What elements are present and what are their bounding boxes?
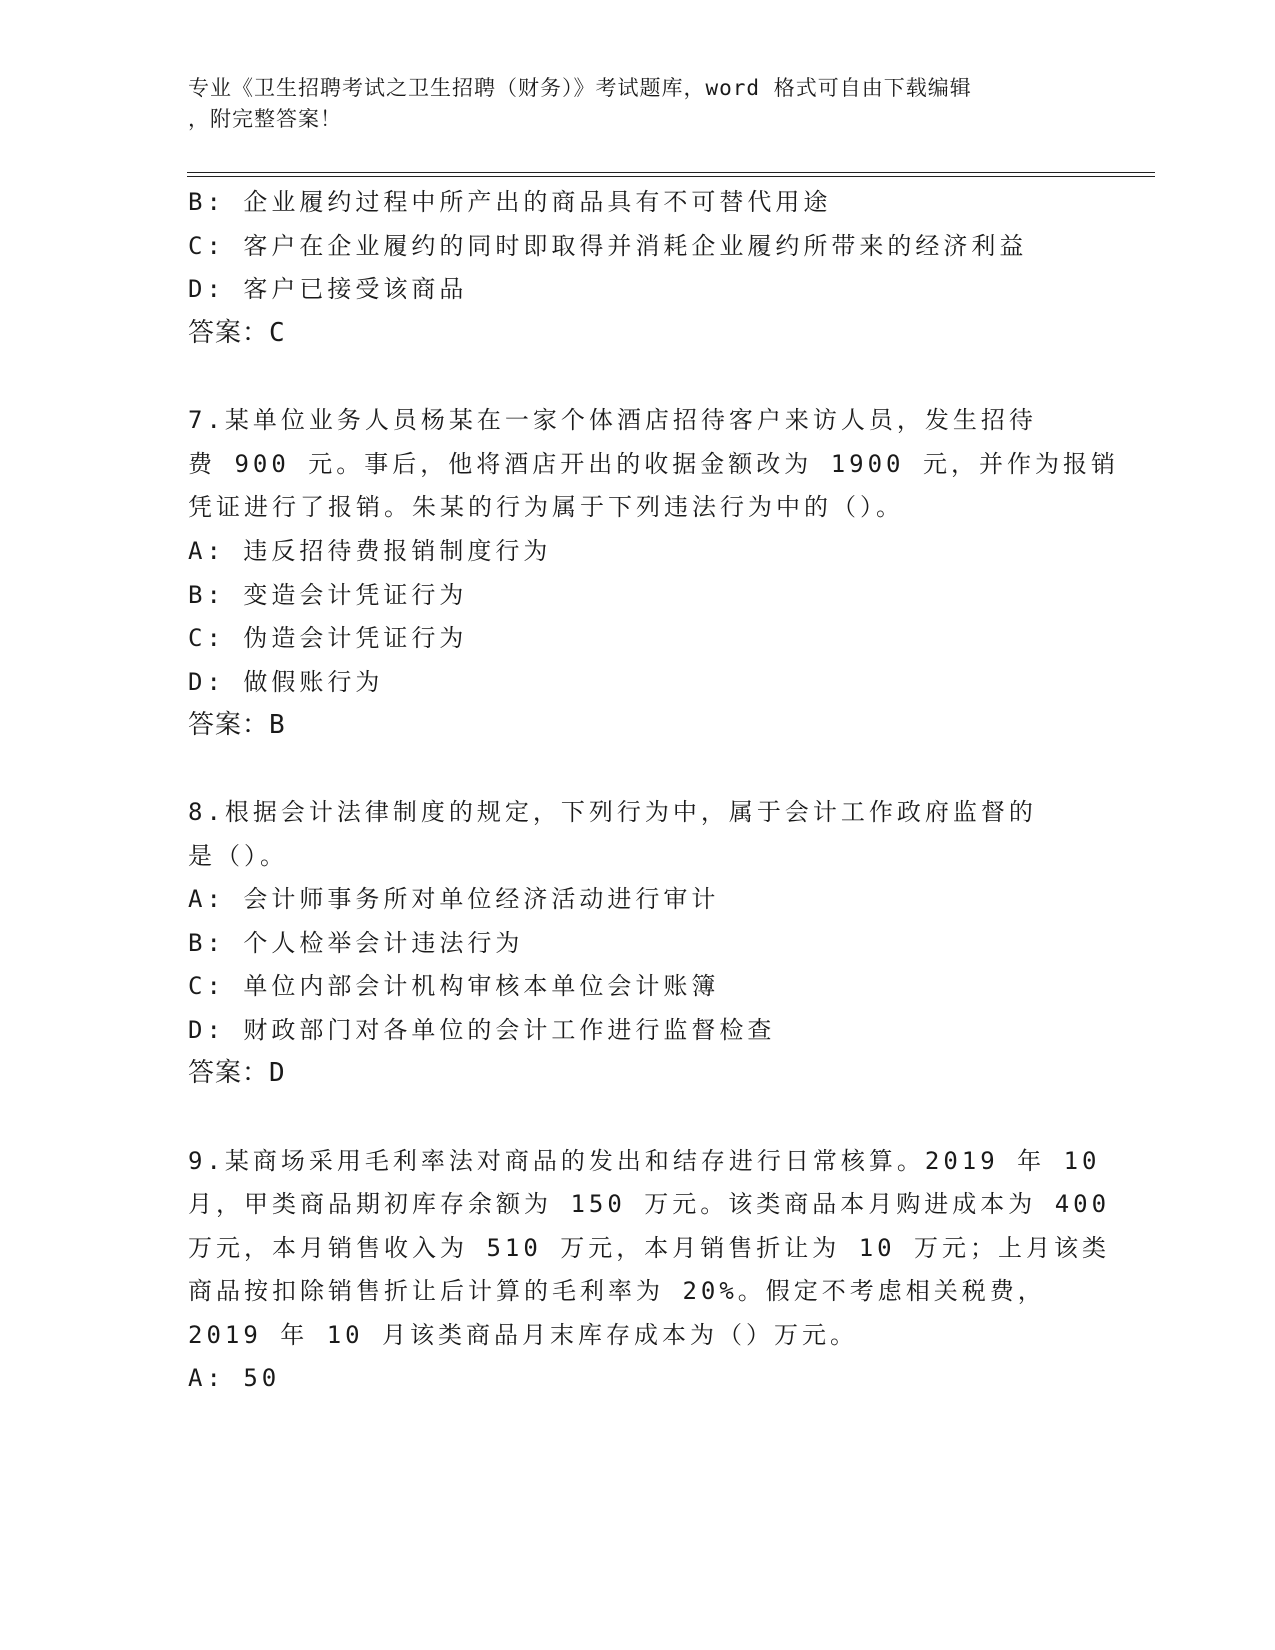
- q7-stem-line-3: 凭证进行了报销。朱某的行为属于下列违法行为中的（）。: [188, 493, 904, 521]
- q6-answer: 答案：C: [188, 318, 286, 348]
- q6-option-d: D: 客户已接受该商品: [188, 275, 468, 303]
- header-divider-top: [187, 172, 1155, 173]
- header-divider-bottom: [187, 176, 1155, 177]
- q8-answer: 答案：D: [188, 1058, 286, 1088]
- q8-option-d: D: 财政部门对各单位的会计工作进行监督检查: [188, 1016, 776, 1044]
- q7-option-d: D: 做假账行为: [188, 668, 384, 696]
- q9-stem-line-5: 2019 年 10 月该类商品月末库存成本为（）万元。: [188, 1321, 859, 1349]
- q7-answer: 答案：B: [188, 710, 286, 740]
- q9-stem-line-2: 月，甲类商品期初库存余额为 150 万元。该类商品本月购进成本为 400: [188, 1190, 1111, 1218]
- q8-stem-line-1: 8.根据会计法律制度的规定，下列行为中，属于会计工作政府监督的: [188, 798, 1037, 826]
- header-title-line-1: 专业《卫生招聘考试之卫生招聘（财务）》考试题库，word 格式可自由下载编辑: [188, 76, 972, 100]
- q9-stem-line-3: 万元，本月销售收入为 510 万元，本月销售折让为 10 万元；上月该类: [188, 1234, 1111, 1262]
- q7-option-b: B: 变造会计凭证行为: [188, 581, 468, 609]
- q7-option-a: A: 违反招待费报销制度行为: [188, 537, 552, 565]
- q9-stem-line-4: 商品按扣除销售折让后计算的毛利率为 20%。假定不考虑相关税费，: [188, 1277, 1046, 1305]
- q9-stem-line-1: 9.某商场采用毛利率法对商品的发出和结存进行日常核算。2019 年 10: [188, 1147, 1101, 1175]
- q7-option-c: C: 伪造会计凭证行为: [188, 624, 468, 652]
- q6-option-b: B: 企业履约过程中所产出的商品具有不可替代用途: [188, 188, 832, 216]
- q7-stem-line-2: 费 900 元。事后，他将酒店开出的收据金额改为 1900 元，并作为报销: [188, 450, 1119, 478]
- q8-option-b: B: 个人检举会计违法行为: [188, 929, 524, 957]
- q8-stem-line-2: 是（）。: [188, 842, 288, 870]
- q6-option-c: C: 客户在企业履约的同时即取得并消耗企业履约所带来的经济利益: [188, 232, 1028, 260]
- q9-option-a: A: 50: [188, 1364, 281, 1392]
- q7-stem-line-1: 7.某单位业务人员杨某在一家个体酒店招待客户来访人员，发生招待: [188, 406, 1037, 434]
- q8-option-a: A: 会计师事务所对单位经济活动进行审计: [188, 885, 720, 913]
- header-title-line-2: ，附完整答案！: [188, 107, 342, 131]
- q8-option-c: C: 单位内部会计机构审核本单位会计账簿: [188, 972, 720, 1000]
